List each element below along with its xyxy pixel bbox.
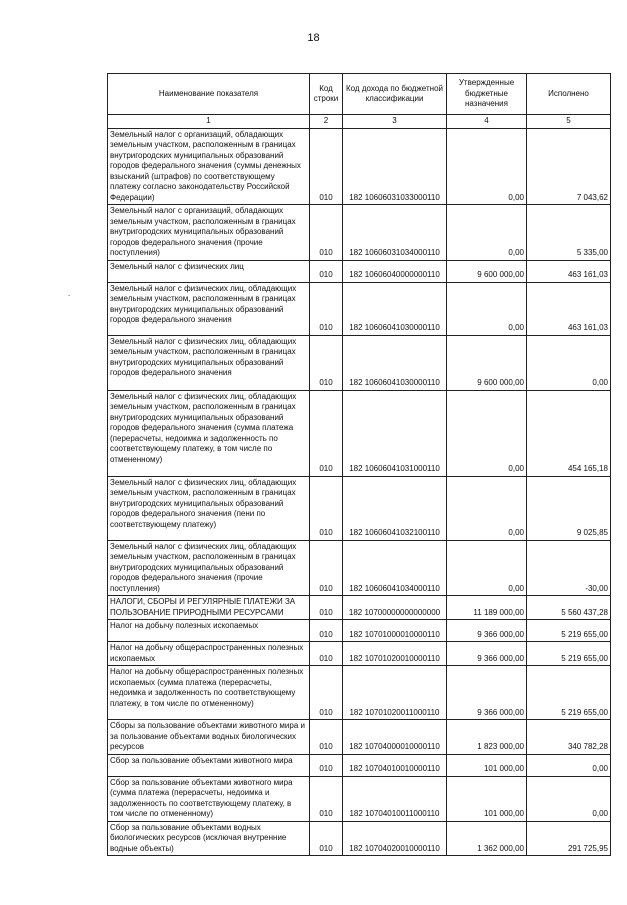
row-approved: 0,00 <box>447 282 527 335</box>
row-approved: 1 362 000,00 <box>447 821 527 856</box>
row-approved: 9 366 000,00 <box>447 666 527 720</box>
table-row <box>108 260 611 282</box>
row-executed: 9 025,85 <box>527 476 611 540</box>
header-kbk: Код дохода по бюджетной классификации <box>343 74 447 115</box>
row-kbk: 182 10606031033000110 <box>343 128 447 205</box>
row-code: 010 <box>310 128 343 205</box>
row-name: Сборы за пользование объектами животного мира и за пользование объектами водных биологических ресурсов <box>108 720 310 755</box>
row-code: 010 <box>310 642 343 666</box>
row-name: Налог на добычу полезных ископаемых <box>108 620 310 642</box>
row-executed: 0,00 <box>527 754 611 776</box>
table-row <box>108 754 611 776</box>
table-row <box>108 596 611 620</box>
row-code: 010 <box>310 540 343 596</box>
row-executed: 5 335,00 <box>527 205 611 261</box>
row-kbk: 182 10704010011000110 <box>343 776 447 821</box>
table-row <box>108 642 611 666</box>
table-row <box>108 776 611 821</box>
row-executed: 0,00 <box>527 335 611 390</box>
table-row <box>108 540 611 596</box>
row-code: 010 <box>310 335 343 390</box>
row-code: 010 <box>310 666 343 720</box>
row-name: Земельный налог с организаций, обладающих земельным участком, расположенным в границах внутригородских муниципальных образований городов федерального значения (прочие поступления) <box>108 205 310 261</box>
row-approved: 101 000,00 <box>447 776 527 821</box>
row-name: НАЛОГИ, СБОРЫ И РЕГУЛЯРНЫЕ ПЛАТЕЖИ ЗА ПОЛЬЗОВАНИЕ ПРИРОДНЫМИ РЕСУРСАМИ <box>108 596 310 620</box>
row-executed: 5 219 655,00 <box>527 620 611 642</box>
column-number: 3 <box>343 115 447 129</box>
row-code: 010 <box>310 821 343 856</box>
row-name: Налог на добычу общераспространенных полезных ископаемых <box>108 642 310 666</box>
row-code: 010 <box>310 282 343 335</box>
row-executed: 454 165,18 <box>527 390 611 476</box>
header-row <box>108 74 611 115</box>
row-approved: 0,00 <box>447 205 527 261</box>
row-approved: 9 366 000,00 <box>447 642 527 666</box>
row-approved: 0,00 <box>447 128 527 205</box>
row-code: 010 <box>310 754 343 776</box>
row-approved: 1 823 000,00 <box>447 720 527 755</box>
row-approved: 9 600 000,00 <box>447 335 527 390</box>
table-row <box>108 720 611 755</box>
row-kbk: 182 10606041034000110 <box>343 540 447 596</box>
table-row <box>108 335 611 390</box>
row-approved: 0,00 <box>447 540 527 596</box>
row-name: Земельный налог с организаций, обладающих земельным участком, расположенным в границах внутригородских муниципальных образований городов федерального значения (суммы денежных взысканий (штрафов) по соответствующему платежу согласно законодательству Российской Федерации) <box>108 128 310 205</box>
table-row <box>108 205 611 261</box>
row-executed: 340 782,28 <box>527 720 611 755</box>
row-code: 010 <box>310 476 343 540</box>
page-number: 18 <box>307 32 320 44</box>
row-code: 010 <box>310 260 343 282</box>
row-kbk: 182 10704020010000110 <box>343 821 447 856</box>
budget-report-table <box>107 73 611 856</box>
header-executed: Исполнено <box>527 74 611 115</box>
row-approved: 9 600 000,00 <box>447 260 527 282</box>
row-executed: 463 161,03 <box>527 260 611 282</box>
column-number: 5 <box>527 115 611 129</box>
row-kbk: 182 10606041030000110 <box>343 335 447 390</box>
row-kbk: 182 10606040000000110 <box>343 260 447 282</box>
row-kbk: 182 10704010010000110 <box>343 754 447 776</box>
row-kbk: 182 10704000010000110 <box>343 720 447 755</box>
row-code: 010 <box>310 390 343 476</box>
row-code: 010 <box>310 596 343 620</box>
table-row <box>108 476 611 540</box>
row-approved: 0,00 <box>447 476 527 540</box>
row-executed: 7 043,62 <box>527 128 611 205</box>
table-row <box>108 282 611 335</box>
row-name: Земельный налог с физических лиц, обладающих земельным участком, расположенным в границах внутригородских муниципальных образований городов федерального значения <box>108 335 310 390</box>
row-code: 010 <box>310 620 343 642</box>
row-kbk: 182 10606031034000110 <box>343 205 447 261</box>
column-number: 4 <box>447 115 527 129</box>
column-number: 2 <box>310 115 343 129</box>
row-executed: -30,00 <box>527 540 611 596</box>
row-name: Земельный налог с физических лиц, обладающих земельным участком, расположенным в границах внутригородских муниципальных образований городов федерального значения <box>108 282 310 335</box>
row-executed: 5 560 437,28 <box>527 596 611 620</box>
row-code: 010 <box>310 720 343 755</box>
row-code: 010 <box>310 776 343 821</box>
row-kbk: 182 10606041032100110 <box>343 476 447 540</box>
row-executed: 291 725,95 <box>527 821 611 856</box>
row-code: 010 <box>310 205 343 261</box>
row-approved: 9 366 000,00 <box>447 620 527 642</box>
row-name: Налог на добычу общераспространенных полезных ископаемых (сумма платежа (перерасчеты, недоимка и задолженность по соответствующему платежу, в том числе по отмененному) <box>108 666 310 720</box>
row-name: Земельный налог с физических лиц <box>108 260 310 282</box>
row-name: Сбор за пользование объектами водных биологических ресурсов (исключая внутренние водные объекты) <box>108 821 310 856</box>
table-row <box>108 620 611 642</box>
scan-dot: . <box>68 289 71 298</box>
row-name: Сбор за пользование объектами животного мира (сумма платежа (перерасчеты, недоимка и задолженность по соответствующему платежу, в том числе по отмененному) <box>108 776 310 821</box>
table-row <box>108 821 611 856</box>
header-code: Код строки <box>310 74 343 115</box>
row-approved: 11 189 000,00 <box>447 596 527 620</box>
column-number-row <box>108 115 611 129</box>
row-kbk: 182 10701020010000110 <box>343 642 447 666</box>
header-approved: Утвержденные бюджетные назначения <box>447 74 527 115</box>
table-row <box>108 666 611 720</box>
header-name: Наименование показателя <box>108 74 310 115</box>
row-executed: 5 219 655,00 <box>527 642 611 666</box>
row-executed: 5 219 655,00 <box>527 666 611 720</box>
column-number: 1 <box>108 115 310 129</box>
row-approved: 101 000,00 <box>447 754 527 776</box>
row-approved: 0,00 <box>447 390 527 476</box>
row-name: Сбор за пользование объектами животного мира <box>108 754 310 776</box>
table-row <box>108 390 611 476</box>
row-kbk: 182 10701000010000110 <box>343 620 447 642</box>
row-name: Земельный налог с физических лиц, обладающих земельным участком, расположенным в границах внутригородских муниципальных образований городов федерального значения (сумма платежа (перерасчеты, недоимка и задолженность по соответствующему платежу, в том числе по отмененному) <box>108 390 310 476</box>
row-kbk: 182 10606041030000110 <box>343 282 447 335</box>
row-executed: 463 161,03 <box>527 282 611 335</box>
row-name: Земельный налог с физических лиц, обладающих земельным участком, расположенным в границах внутригородских муниципальных образований городов федерального значения (пени по соответствующему платежу) <box>108 476 310 540</box>
row-kbk: 182 10606041031000110 <box>343 390 447 476</box>
table-row <box>108 128 611 205</box>
row-name: Земельный налог с физических лиц, обладающих земельным участком, расположенным в границах внутригородских муниципальных образований городов федерального значения (прочие поступления) <box>108 540 310 596</box>
row-kbk: 182 10701020011000110 <box>343 666 447 720</box>
row-executed: 0,00 <box>527 776 611 821</box>
row-kbk: 182 10700000000000000 <box>343 596 447 620</box>
